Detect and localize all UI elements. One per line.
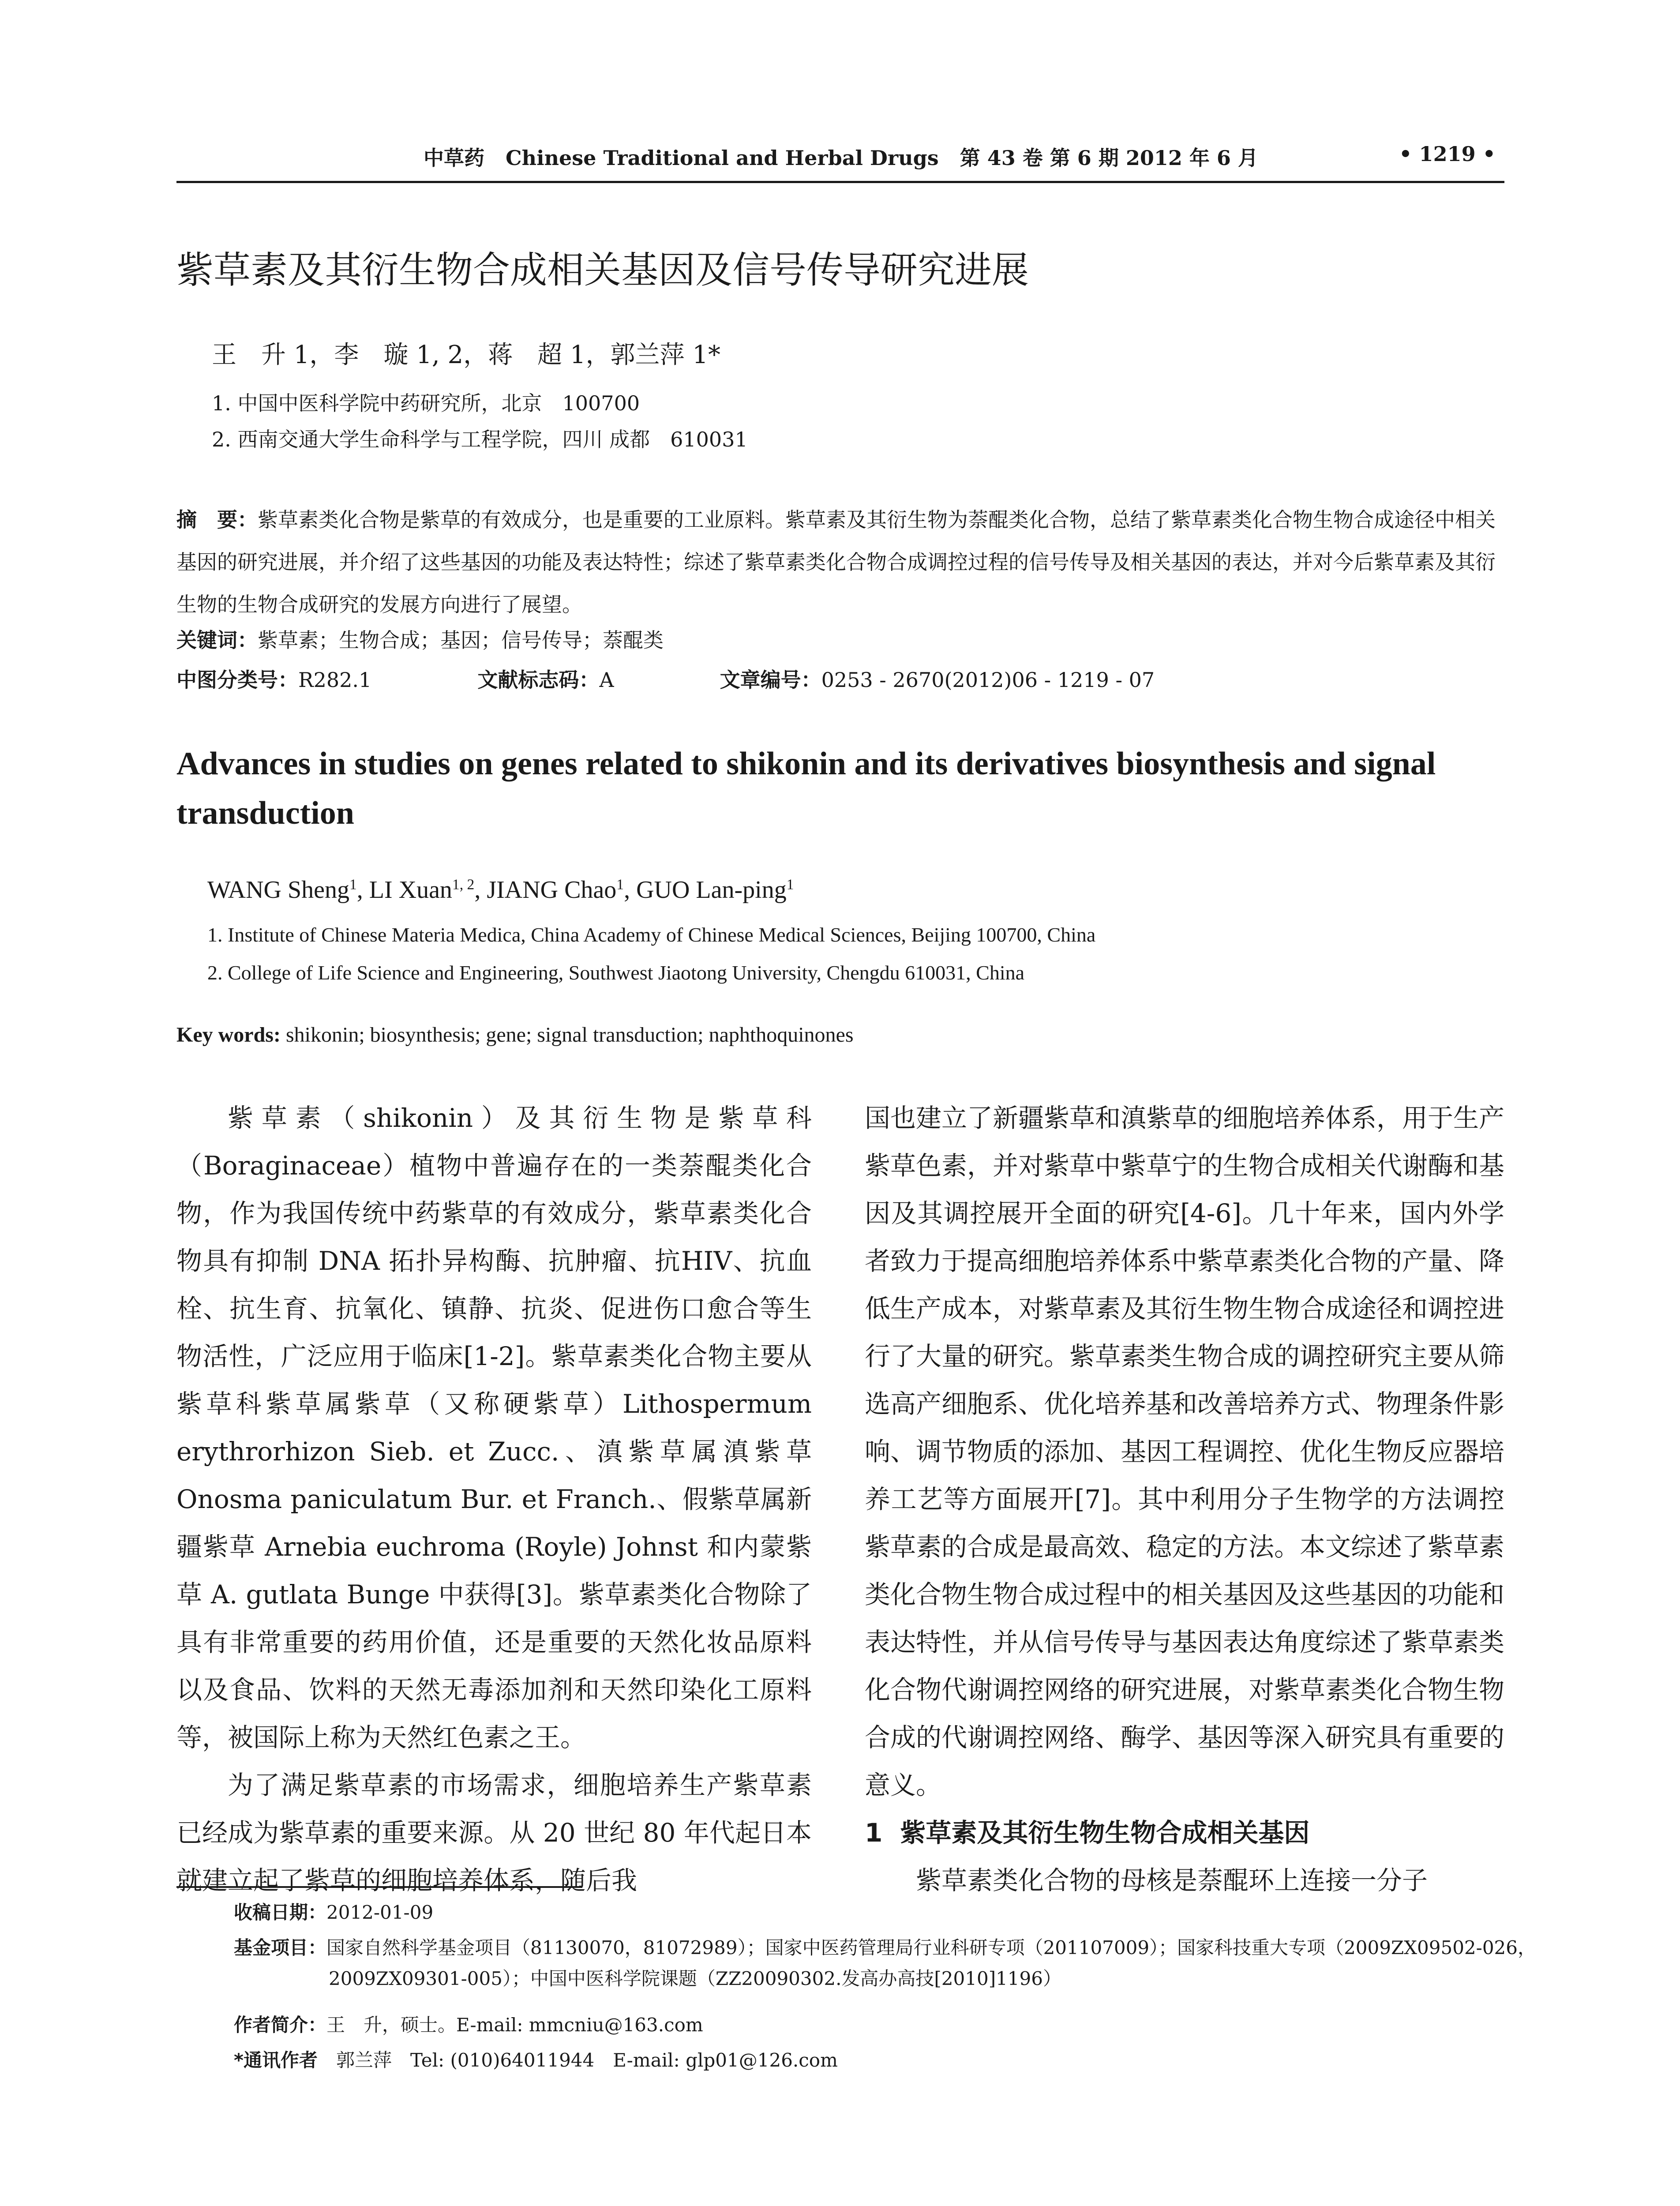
author-label: 作者简介：: [234, 2014, 327, 2036]
article-no-value: 0253 - 2670(2012)06 - 1219 - 07: [821, 668, 1155, 692]
english-keywords-label: Key words:: [176, 1023, 281, 1047]
section-heading: [865, 1809, 1504, 1857]
chinese-title: 紫草素及其衍生物合成相关基因及信号传导研究进展: [176, 248, 1029, 292]
english-keywords: [176, 1023, 854, 1047]
chinese-affiliation-2: 2. 西南交通大学生命科学与工程学院，四川 成都 610031: [212, 428, 748, 451]
section-title: 紫草素及其衍生物生物合成相关基因: [900, 1818, 1310, 1848]
chinese-authors: 王 升 1，李 璇 1, 2，蒋 超 1，郭兰萍 1*: [212, 341, 720, 369]
journal-name-cn: 中草药: [424, 146, 484, 170]
english-affiliation-2: 2. College of Life Science and Engineering, Southwest Jiaotong University, Chengdu 610031, China: [207, 961, 1025, 984]
chinese-abstract: [176, 499, 1504, 626]
english-title: Advances in studies on genes related to shikonin and its derivatives biosynthesis and signal transduction: [176, 746, 1436, 831]
doc-code-label: 文献标志码：: [477, 668, 600, 692]
journal-line: [424, 142, 1258, 171]
english-authors: WANG Sheng$^1$, LI Xuan$^{1, 2}$, JIANG Chao$^1$, GUO Lan-ping$^1$: [207, 876, 794, 904]
body-paragraph-4: 紫草素类化合物的母核是萘醌环上连接一分子: [916, 1865, 1428, 1895]
page-number: • 1219 •: [1399, 142, 1496, 166]
author-text: 王 升，硕士。E-mail: mmcniu@163.com: [326, 2014, 703, 2036]
article-no-label: 文章编号：: [720, 668, 821, 692]
keywords-label: 关键词：: [176, 628, 258, 652]
journal-issue: 第 43 卷 第 6 期 2012 年 6 月: [960, 146, 1258, 170]
footnote-fund: [234, 1932, 1599, 1994]
footnote-author: [234, 2010, 1504, 2041]
body-paragraph-1: 紫草素（shikonin）及其衍生物是紫草科（Boraginaceae）植物中普遍存在的一类萘醌类化合物，作为我国传统中药紫草的有效成分，紫草素类化合物具有抑制 DNA 拓扑异构酶、抗肿瘤、抗HIV、抗血栓、抗生育、抗氧化、镇静、抗炎、促进伤口愈合等生物活性，广泛应用于临床[1-2]。紫草素类化合物主要从紫草科紫草属紫草（又称硬紫草）Lithospermum erythrorhizon Sieb. et Zucc.、滇紫草属滇紫草 Onosma paniculatum Bur. et Franch.、假紫草属新疆紫草 Arnebia euchroma (Royle) Johnst 和内蒙紫草 A. gutlata Bunge 中获得[3]。紫草素类化合物除了具有非常重要的药用价值，还是重要的天然化妆品原料以及食品、饮料的天然无毒添加剂和天然印染化工原料等，被国际上称为天然红色素之王。: [176, 1103, 812, 1752]
received-text: 2012-01-09: [326, 1902, 434, 1923]
doc-code-value: A: [599, 668, 614, 692]
fund-text: 国家自然科学基金项目（81130070，81072989）；国家中医药管理局行业科研专项（201107009）；国家科技重大专项（2009ZX09502-026，2009ZX09301-005）；中国中医科学院课题（ZZ20090302.发高办高技[2010]1196）: [326, 1937, 1536, 1989]
english-keywords-text: shikonin; biosynthesis; gene; signal transduction; naphthoquinones: [285, 1023, 854, 1047]
chinese-affiliation-1: 1. 中国中医科学院中药研究所，北京 100700: [212, 391, 640, 415]
fund-label: 基金项目：: [234, 1937, 327, 1958]
corresponding-text: 郭兰萍 Tel: (010)64011944 E-mail: glp01@126.com: [336, 2049, 838, 2071]
footnote-received: [234, 1897, 1504, 1928]
abstract-label: 摘 要：: [176, 508, 258, 532]
classification-line: [176, 664, 1155, 693]
section-number: 1: [865, 1818, 883, 1848]
corresponding-label: *通讯作者: [234, 2049, 318, 2071]
body-left-column: [176, 1094, 812, 1904]
journal-name-en: Chinese Traditional and Herbal Drugs: [506, 146, 939, 170]
footnote-corresponding: [234, 2045, 1504, 2076]
running-header: [176, 132, 1504, 183]
clc-label: 中图分类号：: [176, 668, 298, 692]
english-affiliation-1: 1. Institute of Chinese Materia Medica, China Academy of Chinese Medical Sciences, Beijing 100700, China: [207, 923, 1096, 946]
received-label: 收稿日期：: [234, 1902, 327, 1923]
body-right-column: [865, 1094, 1504, 1904]
footnote-rule: [176, 1886, 582, 1888]
chinese-keywords: [176, 624, 664, 653]
clc-value: R282.1: [298, 668, 372, 692]
body-paragraph-2: 为了满足紫草素的市场需求，细胞培养生产紫草素已经成为紫草素的重要来源。从 20 世纪 80 年代起日本就建立起了紫草的细胞培养体系，随后我: [176, 1770, 812, 1895]
keywords-text: 紫草素；生物合成；基因；信号传导；萘醌类: [258, 628, 664, 652]
abstract-text: 紫草素类化合物是紫草的有效成分，也是重要的工业原料。紫草素及其衍生物为萘醌类化合物，总结了紫草素类化合物生物合成途径中相关基因的研究进展，并介绍了这些基因的功能及表达特性；综述了紫草素类化合物合成调控过程的信号传导及相关基因的表达，并对今后紫草素及其衍生物的生物合成研究的发展方向进行了展望。: [176, 508, 1496, 616]
body-paragraph-3: 国也建立了新疆紫草和滇紫草的细胞培养体系，用于生产紫草色素，并对紫草中紫草宁的生物合成相关代谢酶和基因及其调控展开全面的研究[4-6]。几十年来，国内外学者致力于提高细胞培养体系中紫草素类化合物的产量、降低生产成本，对紫草素及其衍生物生物合成途径和调控进行了大量的研究。紫草素类生物合成的调控研究主要从筛选高产细胞系、优化培养基和改善培养方式、物理条件影响、调节物质的添加、基因工程调控、优化生物反应器培养工艺等方面展开[7]。其中利用分子生物学的方法调控紫草素的合成是最高效、稳定的方法。本文综述了紫草素类化合物生物合成过程中的相关基因及这些基因的功能和表达特性，并从信号传导与基因表达角度综述了紫草素类化合物代谢调控网络的研究进展，对紫草素类化合物生物合成的代谢调控网络、酶学、基因等深入研究具有重要的意义。: [865, 1103, 1505, 1800]
